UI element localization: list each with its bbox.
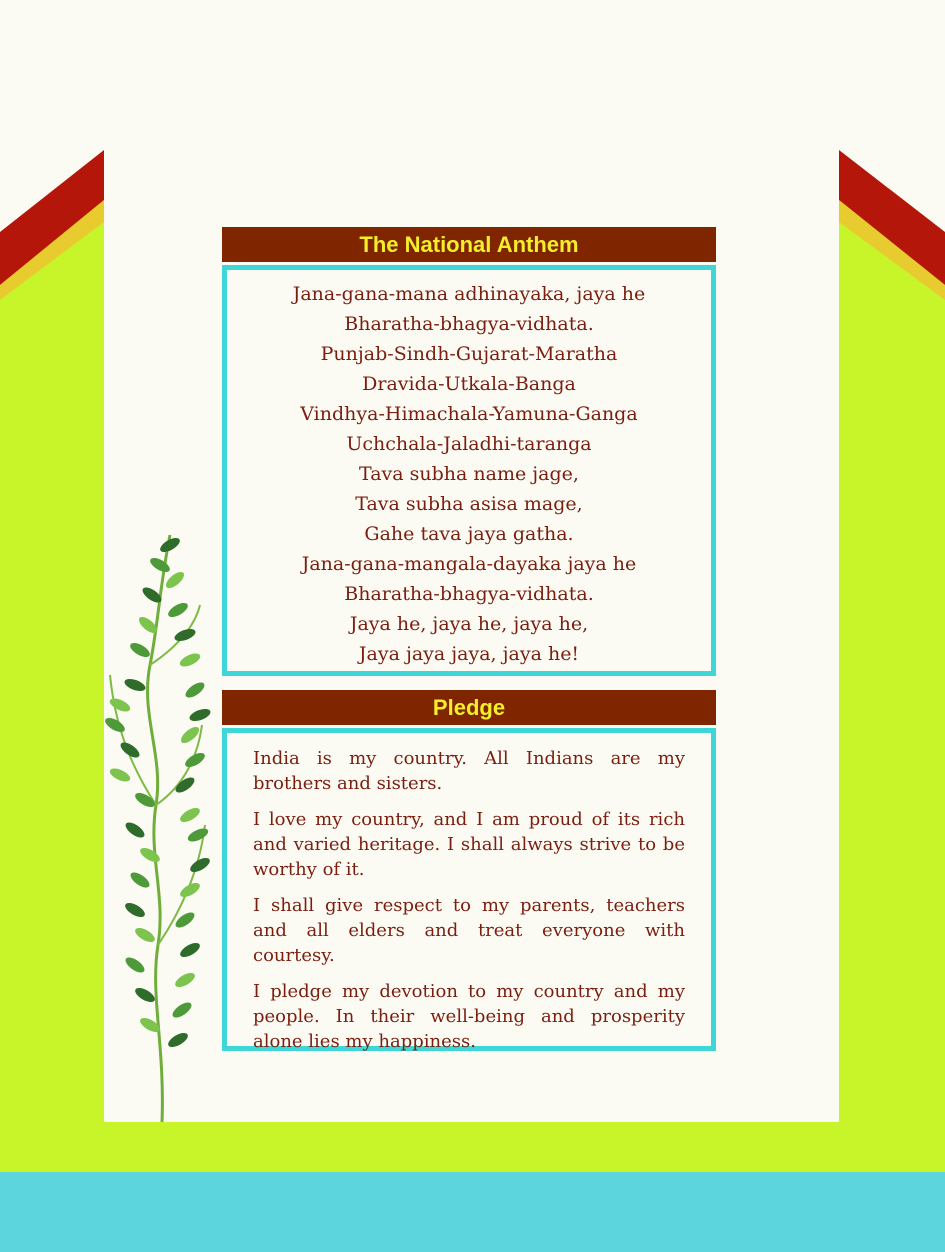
leaf (178, 651, 202, 669)
leaf (170, 1000, 194, 1021)
leaf (133, 925, 157, 945)
leaf (166, 1030, 190, 1050)
leaf (128, 640, 152, 660)
anthem-body (222, 265, 716, 676)
pledge-title: Pledge (222, 690, 716, 725)
leaf (178, 805, 202, 825)
leaf (108, 696, 132, 714)
leaf (183, 680, 207, 701)
pledge-box (222, 690, 716, 1051)
leaf (123, 820, 147, 841)
anthem-line: Punjab-Sindh-Gujarat-Maratha (320, 343, 618, 365)
anthem-line: Jana-gana-mangala-dayaka jaya he (301, 553, 637, 575)
leaf (123, 955, 147, 976)
leaf (173, 627, 197, 644)
leaf (178, 940, 202, 960)
anthem-line: Tava subha asisa mage, (355, 493, 583, 515)
green-floor (0, 1122, 945, 1172)
pledge-paragraph: I shall give respect to my parents, teachers and all elders and treat everyone with courtesy. (253, 895, 685, 966)
anthem-line: Bharatha-bhagya-vidhata. (344, 313, 594, 335)
leaf (188, 707, 212, 724)
anthem-box (222, 227, 716, 676)
anthem-line: Vindhya-Himachala-Yamuna-Ganga (300, 403, 638, 425)
pledge-paragraph: I love my country, and I am proud of its rich and varied heritage. I shall always strive to be worthy of it. (253, 809, 685, 880)
left-green-panel (0, 160, 104, 1172)
leaf (103, 715, 127, 735)
anthem-line: Bharatha-bhagya-vidhata. (344, 583, 594, 605)
leaf (123, 900, 147, 920)
bottom-band (0, 1172, 945, 1252)
vine-branch (110, 675, 156, 805)
leafy-vine-icon (90, 525, 220, 1125)
leaf (166, 600, 190, 620)
leaf (123, 677, 147, 694)
anthem-line: Gahe tava jaya gatha. (364, 523, 574, 545)
pledge-paragraph: India is my country. All Indians are my brothers and sisters. (253, 748, 685, 794)
anthem-line: Jana-gana-mana adhinayaka, jaya he (292, 283, 646, 305)
anthem-line: Uchchala-Jaladhi-taranga (346, 433, 592, 455)
leaf (133, 985, 157, 1005)
leaf (173, 970, 197, 990)
anthem-line: Tava subha name jage, (359, 463, 579, 485)
anthem-line: Dravida-Utkala-Banga (362, 373, 576, 395)
leaf (128, 870, 152, 891)
leaf (188, 855, 212, 875)
leaf (108, 766, 132, 784)
leaf (148, 555, 172, 575)
pledge-paragraph: I pledge my devotion to my country and my people. In their well-being and prosperity alone lies my happiness. (253, 981, 685, 1052)
anthem-title: The National Anthem (222, 227, 716, 262)
leaf (163, 569, 186, 591)
leaf (186, 826, 210, 844)
anthem-line: Jaya he, jaya he, jaya he, (349, 613, 589, 635)
right-green-panel (839, 160, 945, 1172)
leaf (138, 845, 162, 865)
pledge-body (222, 728, 716, 1051)
anthem-line: Jaya jaya jaya, jaya he! (358, 643, 580, 665)
